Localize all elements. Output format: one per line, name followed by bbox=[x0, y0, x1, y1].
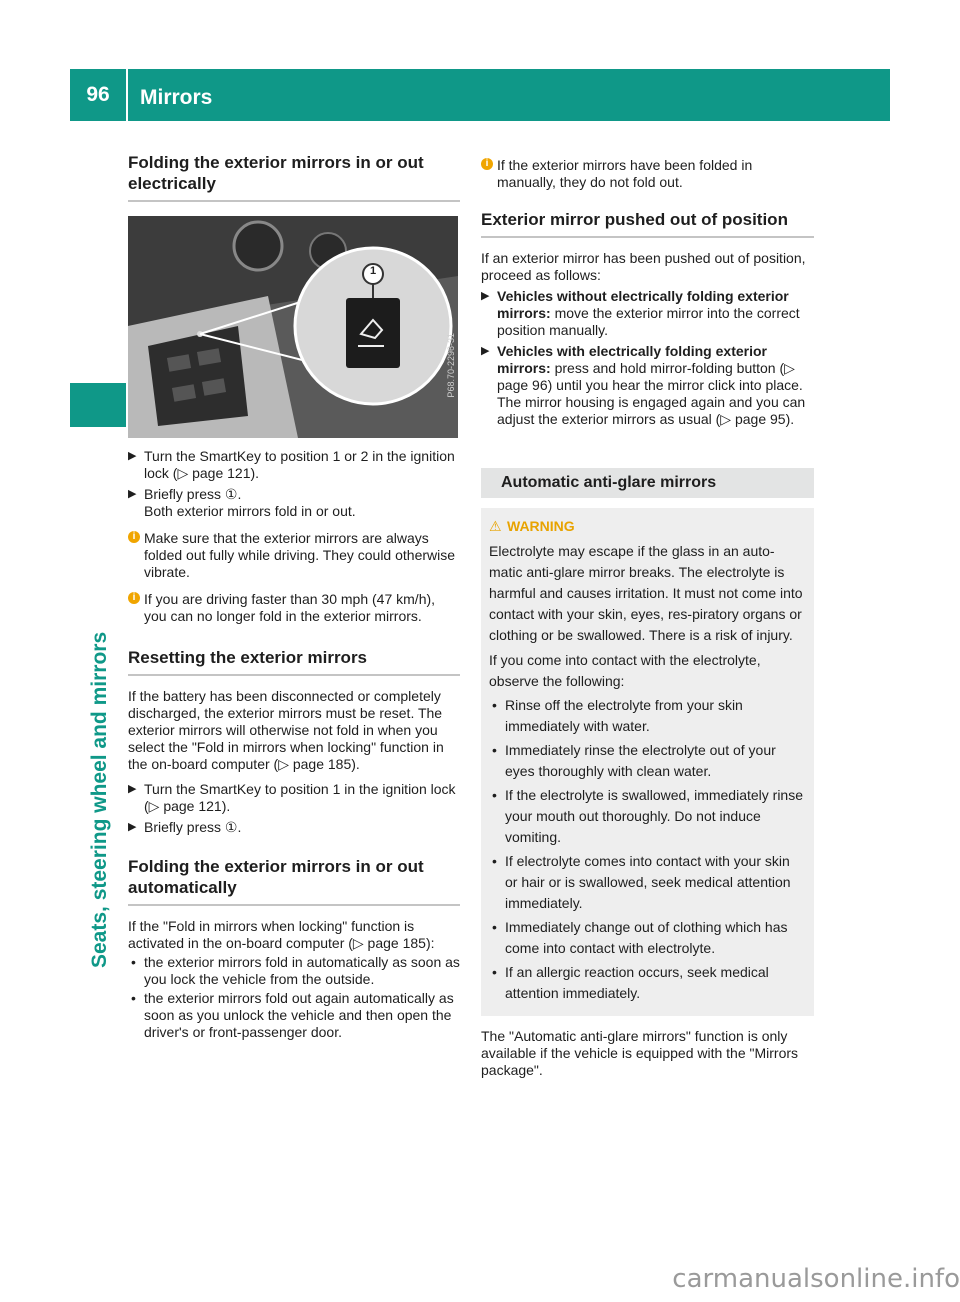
list-item: • the exterior mirrors fold out again automatically as soon as you unlock the vehicle and then open the driver's or front-passenger door. bbox=[131, 990, 454, 1040]
list-item: • Rinse off the electrolyte from your skin immediately with water. bbox=[492, 697, 743, 734]
info-icon: i bbox=[481, 158, 493, 170]
warning-paragraph: If you come into contact with the electrolyte, observe the following: bbox=[489, 652, 761, 689]
mirror-button-figure bbox=[128, 216, 458, 438]
step-item: ▶ Vehicles with electrically folding exterior mirrors: press and hold mirror-folding button (▷ page 96) until you hear the mirror click into place. The mirror housing is engaged again and you can adjust the exterior mirrors as usual (▷ page 95). bbox=[481, 343, 806, 427]
step-item: ▶ Turn the SmartKey to position 1 or 2 in the ignition lock (▷ page 121). bbox=[128, 448, 455, 481]
warning-title: ⚠ WARNING bbox=[489, 518, 575, 534]
door-panel-illustration bbox=[128, 216, 458, 438]
warning-box bbox=[481, 508, 814, 1016]
figure-callout: 1 bbox=[369, 265, 377, 277]
right-column bbox=[481, 157, 814, 1079]
info-note: i If the exterior mirrors have been folded in manually, they do not fold out. bbox=[481, 157, 814, 191]
step-item: ▶ Briefly press ①. Both exterior mirrors fold in or out. bbox=[128, 486, 356, 519]
figure-code: P68.70-2296-31 bbox=[446, 333, 456, 398]
list-item: • If electrolyte comes into contact with your skin or hair or is swallowed, seek medical attention immediately. bbox=[492, 853, 791, 911]
page-title: Mirrors bbox=[140, 86, 213, 109]
section-heading-pushed: Exterior mirror pushed out of position bbox=[481, 210, 788, 229]
section-heading-reset: Resetting the exterior mirrors bbox=[128, 648, 368, 667]
list-item: • If an allergic reaction occurs, seek medical attention immediately. bbox=[492, 964, 769, 1001]
list-item: • If the electrolyte is swallowed, immediately rinse your mouth out thoroughly. Do not induce vomiting. bbox=[492, 787, 804, 845]
chapter-marker bbox=[70, 383, 126, 427]
auto-paragraph: If the "Fold in mirrors when locking" function is activated in the on-board computer (▷ page 185): bbox=[128, 918, 435, 951]
page-number: 96 bbox=[86, 83, 110, 106]
closing-paragraph: The "Automatic anti-glare mirrors" function is only available if the vehicle is equipped with the "Mirrors package". bbox=[481, 1028, 799, 1078]
step-item: ▶ Vehicles without electrically folding exterior mirrors: move the exterior mirror into the correct position manually. bbox=[481, 288, 800, 338]
header-divider bbox=[126, 69, 128, 121]
info-note: i If you are driving faster than 30 mph (47 km/h), you can no longer fold in the exterior mirrors. bbox=[128, 591, 460, 625]
warning-triangle-icon: ⚠ bbox=[489, 518, 502, 534]
section-heading-auto: Folding the exterior mirrors in or out automatically bbox=[128, 857, 424, 897]
section-band-anti-glare: Automatic anti-glare mirrors bbox=[481, 468, 814, 498]
step-item: ▶ Turn the SmartKey to position 1 in the ignition lock (▷ page 121). bbox=[128, 781, 456, 814]
watermark: carmanualsonline.info bbox=[672, 1264, 960, 1294]
list-item: • the exterior mirrors fold in automatically as soon as you lock the vehicle from the outside. bbox=[131, 954, 460, 987]
info-note: i Make sure that the exterior mirrors are always folded out fully while driving. They could otherwise vibrate. bbox=[128, 530, 460, 581]
list-item: • Immediately change out of clothing which has come into contact with electrolyte. bbox=[492, 919, 788, 956]
reset-paragraph: If the battery has been disconnected or completely discharged, the exterior mirrors must be reset. The exterior mirrors will otherwise not fold in when you select the "Fold in mirrors when locking" function in the on-board computer (▷ page 185). bbox=[128, 688, 444, 772]
section-heading-electric: Folding the exterior mirrors in or out electrically bbox=[128, 153, 424, 193]
chapter-title: Seats, steering wheel and mirrors bbox=[88, 631, 111, 968]
info-icon: i bbox=[128, 531, 140, 543]
list-item: • Immediately rinse the electrolyte out of your eyes thoroughly with clean water. bbox=[492, 742, 776, 779]
warning-paragraph: Electrolyte may escape if the glass in an auto-matic anti-glare mirror breaks. The electrolyte is harmful and causes irritation. It must not come into contact with your skin, eyes, res-piratory organs or clothing or be swallowed. There is a risk of injury. bbox=[489, 543, 803, 643]
step-item: ▶ Briefly press ①. bbox=[128, 819, 242, 835]
info-icon: i bbox=[128, 592, 140, 604]
left-column bbox=[128, 152, 460, 1041]
pushed-intro: If an exterior mirror has been pushed out of position, proceed as follows: bbox=[481, 250, 806, 283]
